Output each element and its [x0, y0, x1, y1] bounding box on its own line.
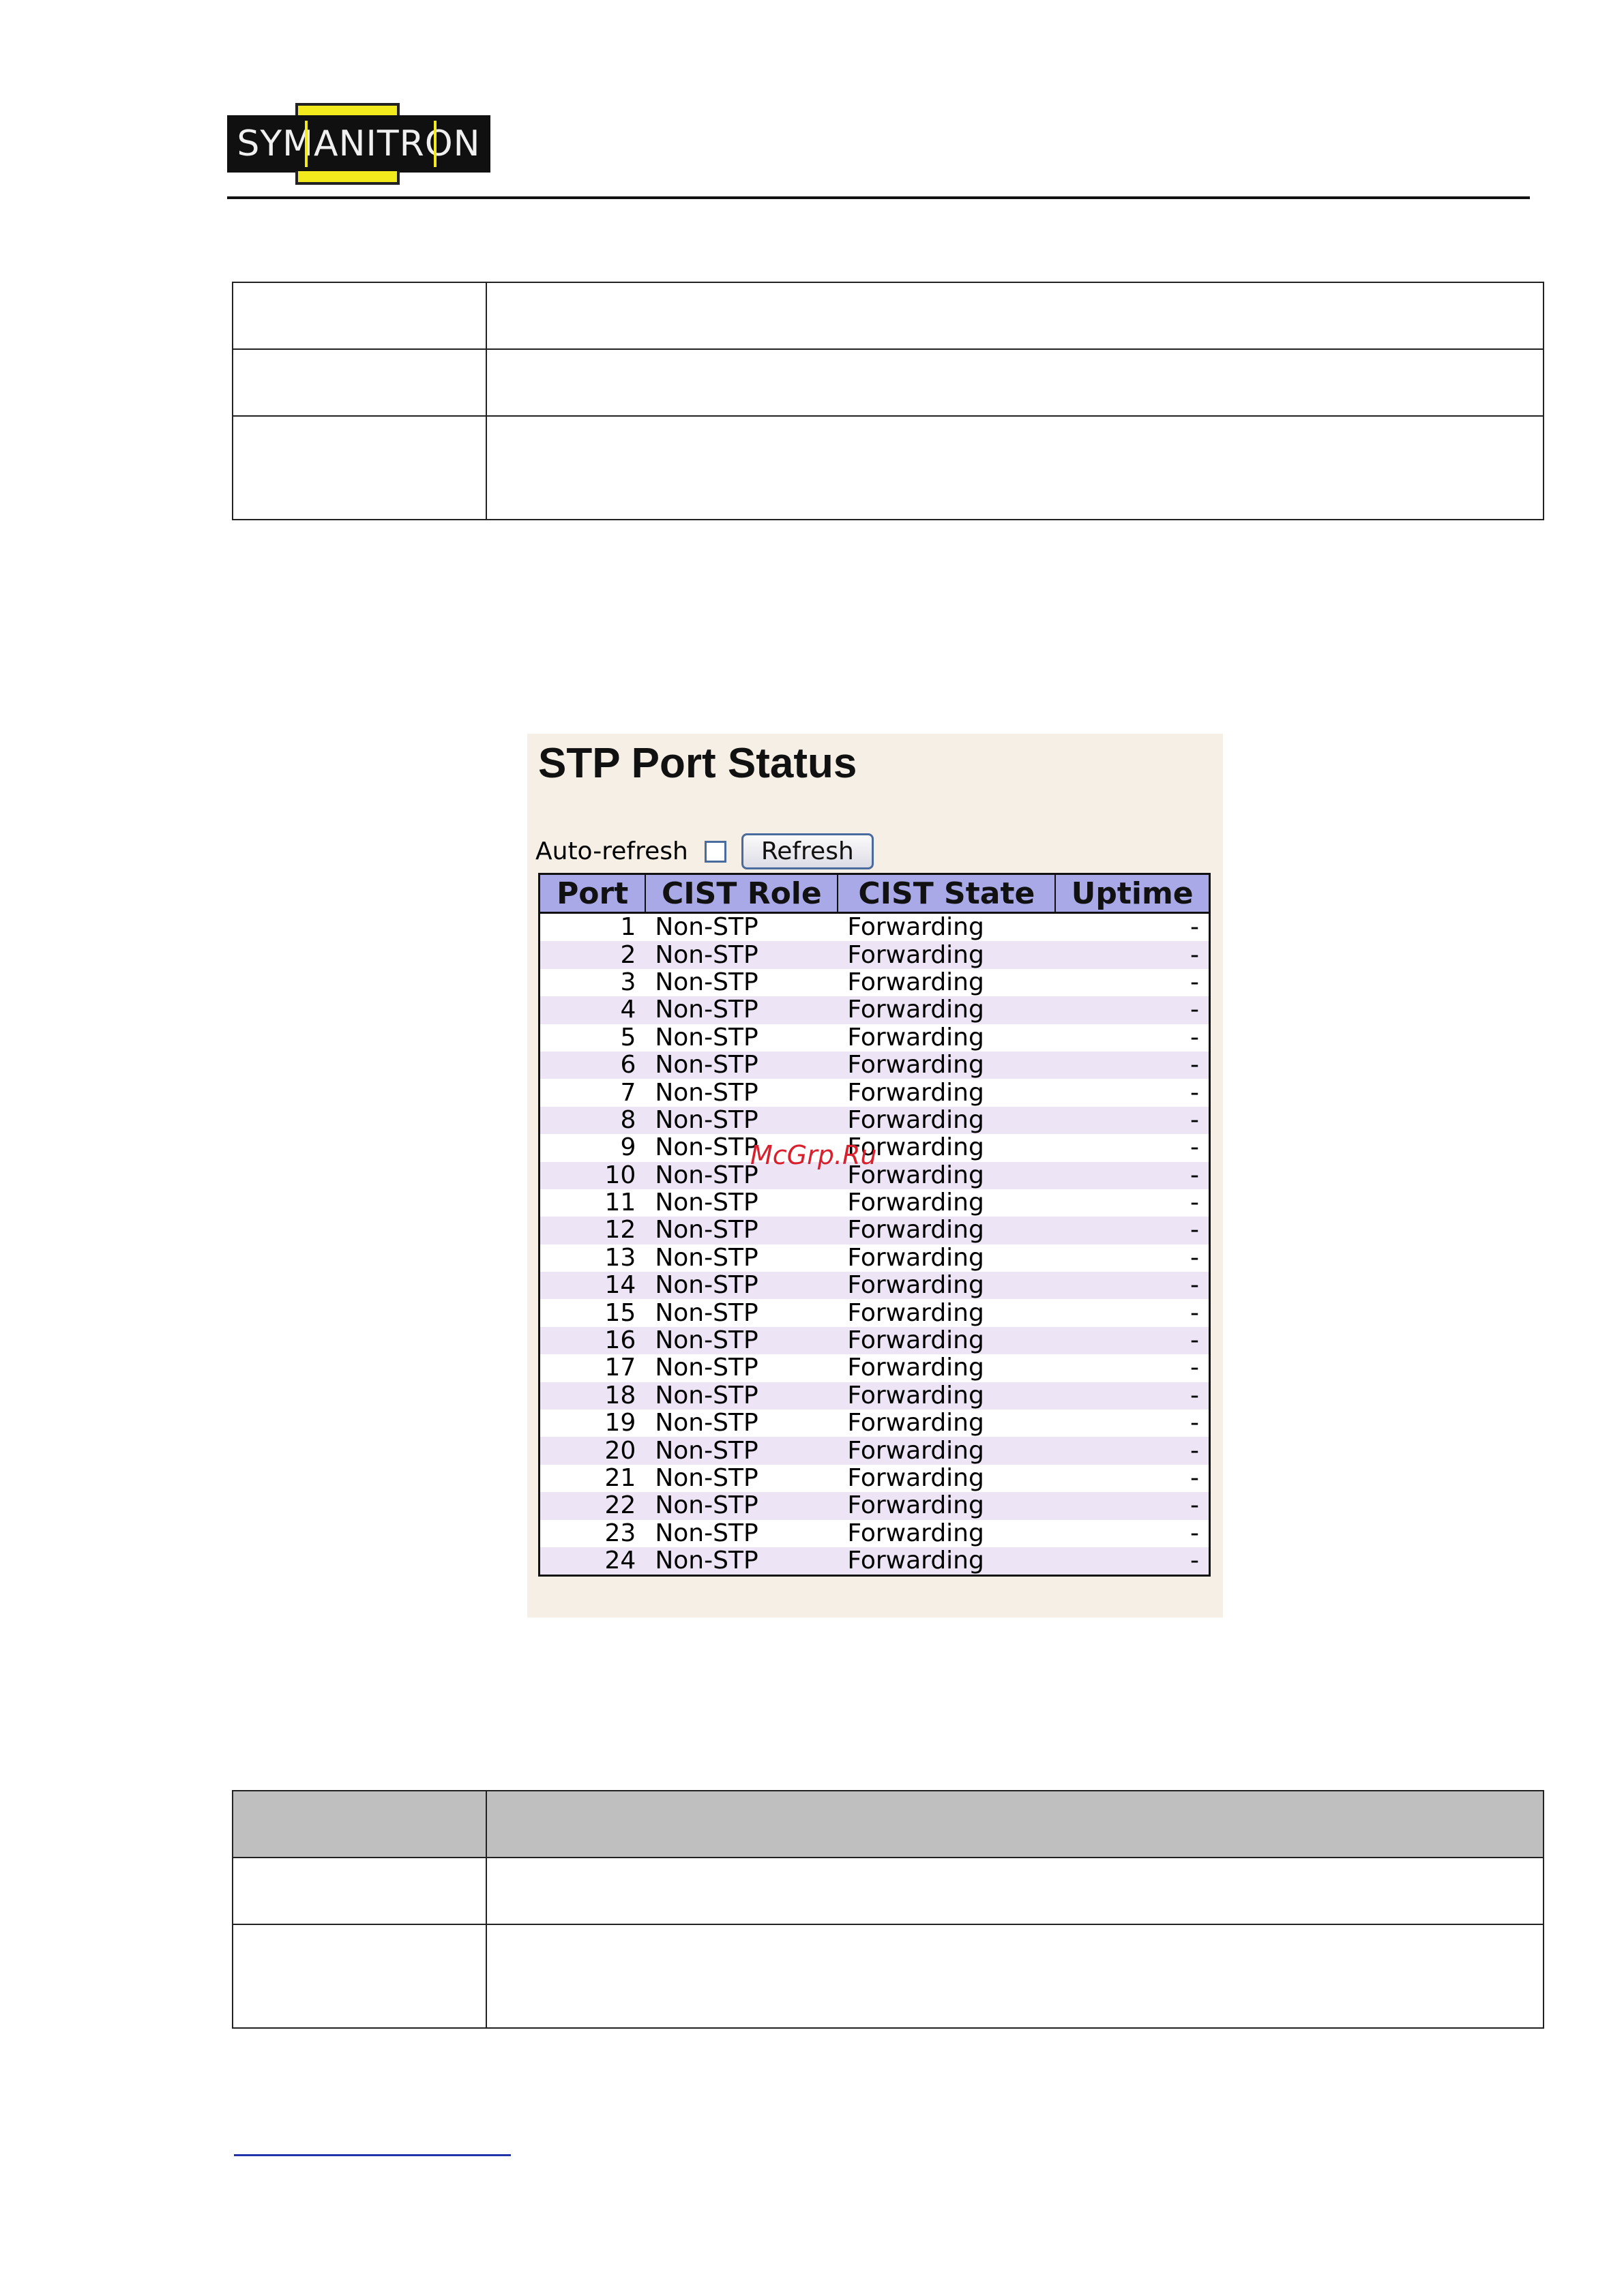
uptime-cell: - [1190, 1409, 1199, 1437]
uptime-cell: - [1190, 1298, 1199, 1327]
uptime-cell: - [1055, 1107, 1209, 1134]
header-rule [227, 196, 1530, 199]
uptime-cell: - [1055, 1217, 1209, 1244]
cist-role-cell: Non-STP [655, 1078, 758, 1107]
symanitron-logo [227, 103, 490, 185]
port-cell: 2 [540, 941, 646, 968]
table-row [540, 1547, 1210, 1576]
cist-role-cell: Non-STP [655, 1243, 758, 1272]
uptime-cell: - [1055, 1272, 1209, 1299]
cist-role-cell: Non-STP [645, 1327, 838, 1354]
auto-refresh-label: Auto-refresh [535, 837, 688, 865]
port-cell: 16 [540, 1327, 646, 1354]
table-row [540, 1410, 1210, 1437]
port-cell: 24 [540, 1547, 646, 1576]
table-row [540, 1354, 1210, 1382]
footer-link-underline[interactable] [234, 2154, 511, 2156]
table-header-row [233, 1791, 1544, 1858]
port-cell: 21 [604, 1464, 636, 1492]
port-cell: 8 [540, 1107, 646, 1134]
cist-role-cell: Non-STP [655, 1133, 758, 1162]
cist-state-cell: Forwarding [838, 1217, 1055, 1244]
logo-bar [227, 115, 490, 173]
cist-state-cell: Forwarding [838, 1162, 1055, 1189]
table-row [540, 1520, 1210, 1547]
port-cell: 12 [540, 1217, 646, 1244]
cist-state-cell: Forwarding [847, 968, 984, 996]
cist-role-cell: Non-STP [645, 1052, 838, 1079]
cist-state-cell: Forwarding [838, 1547, 1055, 1576]
cist-state-cell: Forwarding [838, 1327, 1055, 1354]
cist-role-cell: Non-STP [645, 996, 838, 1024]
table-row [233, 416, 1544, 520]
logo-text: SYMANITRON [237, 123, 481, 164]
port-cell: 20 [540, 1437, 646, 1464]
cist-state-cell: Forwarding [847, 1354, 984, 1382]
table-row [540, 1244, 1210, 1272]
cist-role-cell: Non-STP [655, 1023, 758, 1052]
port-cell: 19 [604, 1409, 636, 1437]
table-row [540, 1437, 1210, 1464]
port-cell: 18 [540, 1382, 646, 1410]
port-cell: 22 [540, 1492, 646, 1519]
cist-state-cell: Forwarding [847, 1519, 984, 1547]
column-header-cist-state: CIST State [838, 874, 1055, 913]
cist-role-cell: Non-STP [645, 941, 838, 968]
uptime-cell: - [1055, 1492, 1209, 1519]
cist-state-cell: Forwarding [847, 1023, 984, 1052]
cist-state-cell: Forwarding [847, 1189, 984, 1217]
cist-state-cell: Forwarding [847, 1133, 984, 1162]
cist-state-cell: Forwarding [847, 1409, 984, 1437]
uptime-cell: - [1190, 1133, 1199, 1162]
uptime-cell: - [1055, 1437, 1209, 1464]
table-row [540, 1465, 1210, 1492]
table-row [540, 1217, 1210, 1244]
port-cell: 6 [540, 1052, 646, 1079]
table-row [233, 282, 1544, 349]
uptime-cell: - [1190, 1519, 1199, 1547]
cist-state-cell: Forwarding [847, 1464, 984, 1492]
refresh-button[interactable]: Refresh [741, 833, 874, 869]
cist-role-cell: Non-STP [655, 1298, 758, 1327]
cist-state-cell: Forwarding [838, 996, 1055, 1024]
refresh-controls [535, 833, 874, 869]
port-cell: 4 [540, 996, 646, 1024]
uptime-cell: - [1190, 1078, 1199, 1107]
uptime-cell: - [1055, 1162, 1209, 1189]
port-cell: 9 [620, 1133, 636, 1162]
stp-port-status-panel [527, 734, 1223, 1617]
uptime-cell: - [1190, 1189, 1199, 1217]
table-row [540, 969, 1210, 996]
cist-role-cell: Non-STP [655, 968, 758, 996]
port-cell: 13 [604, 1243, 636, 1272]
cist-role-cell: Non-STP [655, 913, 758, 942]
table-row [233, 1858, 1544, 1924]
uptime-cell: - [1190, 1354, 1199, 1382]
table-row [540, 1189, 1210, 1217]
cist-role-cell: Non-STP [645, 1547, 838, 1576]
cist-role-cell: Non-STP [645, 1272, 838, 1299]
uptime-cell: - [1055, 1382, 1209, 1410]
table-row [540, 1079, 1210, 1106]
uptime-cell: - [1190, 968, 1199, 996]
uptime-cell: - [1055, 1052, 1209, 1079]
port-cell: 15 [604, 1298, 636, 1327]
cist-role-cell: Non-STP [645, 1437, 838, 1464]
cist-state-cell: Forwarding [838, 1052, 1055, 1079]
logo-top-tab [295, 103, 400, 117]
parameter-table-top [232, 282, 1544, 520]
uptime-cell: - [1190, 913, 1199, 942]
stp-port-table [538, 873, 1211, 1577]
uptime-cell: - [1055, 1327, 1209, 1354]
table-row [540, 941, 1210, 968]
uptime-cell: - [1055, 1547, 1209, 1576]
cist-role-cell: Non-STP [655, 1189, 758, 1217]
uptime-cell: - [1190, 1023, 1199, 1052]
table-row [540, 1299, 1210, 1326]
cist-state-cell: Forwarding [838, 941, 1055, 968]
logo-bottom-tab [295, 171, 400, 185]
cist-state-cell: Forwarding [838, 1107, 1055, 1134]
cist-state-cell: Forwarding [847, 1298, 984, 1327]
cist-role-cell: Non-STP [655, 1354, 758, 1382]
cist-role-cell: Non-STP [645, 1492, 838, 1519]
cist-state-cell: Forwarding [847, 1243, 984, 1272]
port-cell: 11 [604, 1189, 636, 1217]
cist-role-cell: Non-STP [655, 1519, 758, 1547]
table-row [233, 349, 1544, 416]
port-cell: 5 [620, 1023, 636, 1052]
column-header-cist-role: CIST Role [645, 874, 838, 913]
cist-role-cell: Non-STP [655, 1464, 758, 1492]
table-row [540, 913, 1210, 942]
cist-role-cell: Non-STP [645, 1217, 838, 1244]
uptime-cell: - [1055, 996, 1209, 1024]
table-row [540, 1492, 1210, 1519]
watermark: McGrp.Ru [750, 1140, 877, 1170]
table-row [540, 1382, 1210, 1410]
table-row [540, 996, 1210, 1024]
stp-table-body [540, 913, 1210, 1576]
cist-role-cell: Non-STP [645, 1162, 838, 1189]
auto-refresh-checkbox[interactable] [705, 841, 726, 863]
cist-state-cell: Forwarding [838, 1492, 1055, 1519]
uptime-cell: - [1190, 1243, 1199, 1272]
cist-state-cell: Forwarding [838, 1272, 1055, 1299]
cist-state-cell: Forwarding [838, 1437, 1055, 1464]
uptime-cell: - [1190, 1464, 1199, 1492]
table-row [540, 1052, 1210, 1079]
port-cell: 14 [540, 1272, 646, 1299]
table-row [540, 1272, 1210, 1299]
column-header-port: Port [540, 874, 646, 913]
port-cell: 1 [620, 913, 636, 942]
table-row [233, 1924, 1544, 2028]
uptime-cell: - [1055, 941, 1209, 968]
port-cell: 7 [620, 1078, 636, 1107]
cist-state-cell: Forwarding [847, 913, 984, 942]
port-cell: 10 [540, 1162, 646, 1189]
cist-role-cell: Non-STP [645, 1107, 838, 1134]
port-cell: 23 [604, 1519, 636, 1547]
table-row [540, 1107, 1210, 1134]
parameter-table-bottom [232, 1790, 1544, 2029]
table-row [540, 1327, 1210, 1354]
port-cell: 17 [604, 1354, 636, 1382]
cist-state-cell: Forwarding [847, 1078, 984, 1107]
cist-role-cell: Non-STP [655, 1409, 758, 1437]
cist-state-cell: Forwarding [838, 1382, 1055, 1410]
port-cell: 3 [620, 968, 636, 996]
page-title: STP Port Status [538, 740, 857, 787]
table-row [540, 1024, 1210, 1052]
column-header-uptime: Uptime [1055, 874, 1209, 913]
table-header-row [540, 874, 1210, 913]
cist-role-cell: Non-STP [645, 1382, 838, 1410]
